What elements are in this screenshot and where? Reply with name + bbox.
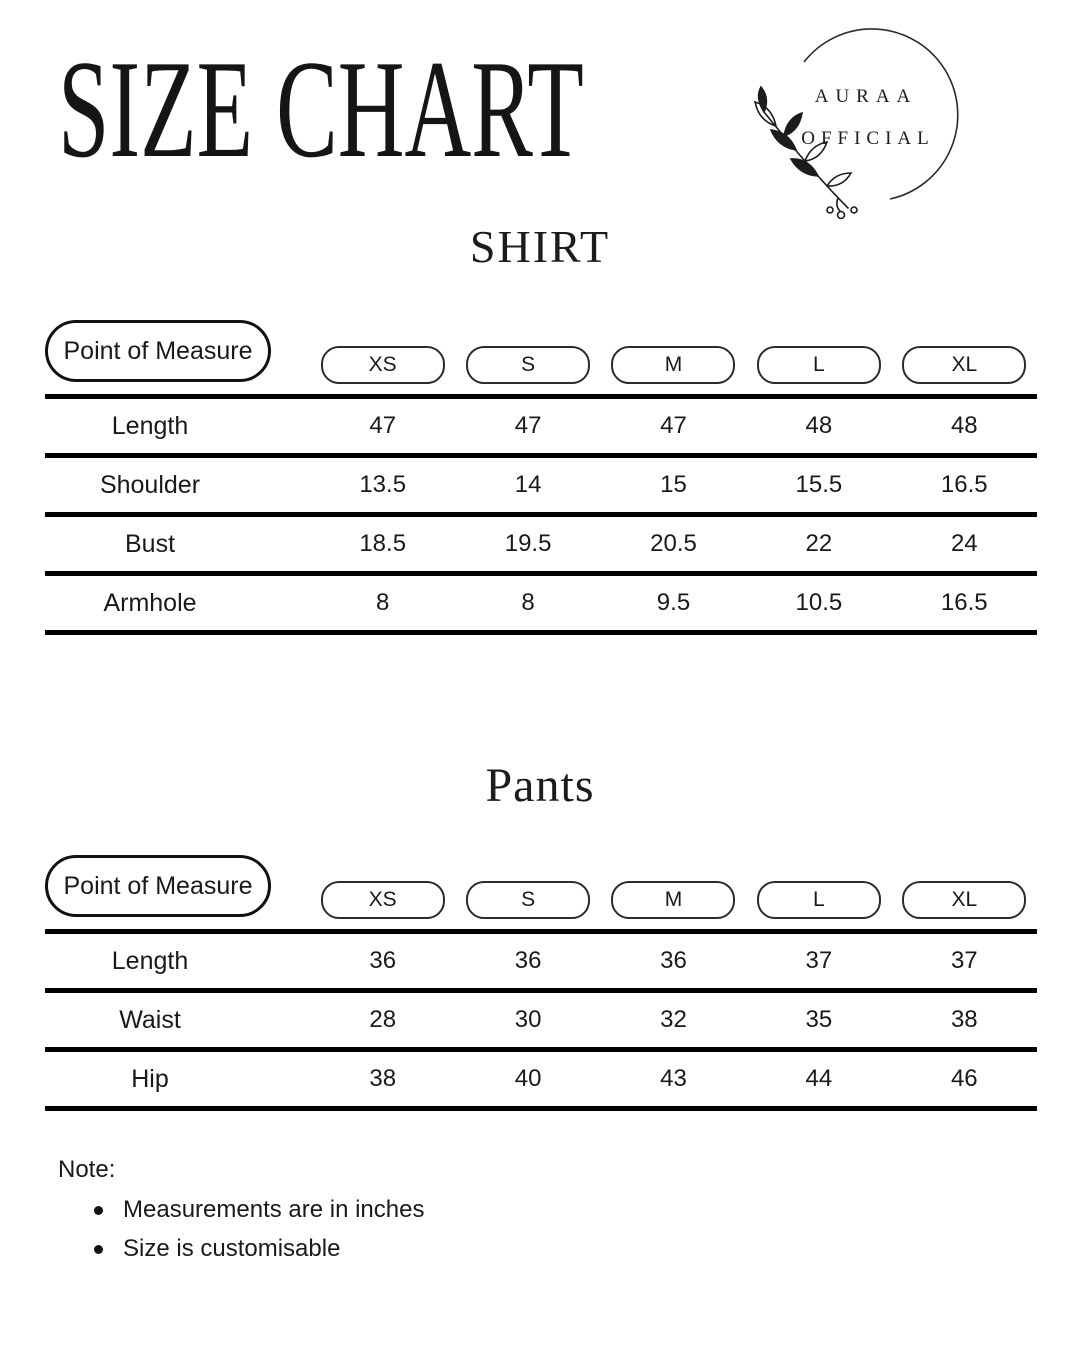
shirt-size-pill-m: M [611,346,735,384]
list-item [58,1194,424,1226]
cell-value: 18.5 [359,530,407,557]
cell-value: 28 [369,1006,397,1033]
pants-section-heading: Pants [485,759,595,812]
pants-table-header [45,846,1037,934]
cell-value: 47 [514,412,542,439]
shirt-size-pill-l: L [757,346,881,384]
table-row [45,458,1037,517]
row-label: Hip [131,1064,169,1093]
brand-logo [742,16,982,231]
pants-size-pill-xs: XS [321,881,445,919]
cell-value: 22 [805,530,833,557]
cell-value: 13.5 [359,471,407,498]
cell-value: 10.5 [795,589,843,616]
table-row [45,517,1037,576]
bullet-icon [94,1206,103,1215]
cell-value: 46 [950,1065,978,1092]
cell-value: 48 [805,412,833,439]
cell-value: 32 [660,1006,687,1033]
pants-size-table [45,846,1037,1111]
cell-value: 47 [369,412,397,439]
cell-value: 48 [950,412,978,439]
shirt-size-pill-xl: XL [902,346,1026,384]
pants-point-of-measure-pill: Point of Measure [45,855,271,917]
cell-value: 36 [514,947,542,974]
bullet-icon [94,1245,103,1254]
cell-value: 16.5 [940,589,988,616]
cell-value: 20.5 [650,530,697,557]
cell-value: 30 [514,1006,542,1033]
cell-value: 16.5 [940,471,988,498]
logo-brand-name: AURAA [814,86,918,107]
note-title: Note: [58,1156,116,1183]
logo-circle-icon [804,29,958,199]
pants-size-pill-m: M [611,881,735,919]
cell-value: 38 [950,1006,978,1033]
logo-brand-subname: OFFICIAL [801,128,935,149]
row-label: Bust [124,529,176,558]
cell-value: 19.5 [504,530,552,557]
shirt-size-pill-s: S [466,346,590,384]
table-row [45,576,1037,635]
list-item [58,1233,424,1265]
cell-value: 37 [950,947,978,974]
shirt-section-heading: SHIRT [469,221,611,272]
cell-value: 24 [950,530,978,557]
page-title: SIZE CHART [58,32,584,187]
cell-value: 38 [369,1065,397,1092]
note-item-text: Measurements are in inches [123,1196,425,1223]
cell-value: 47 [660,412,687,439]
cell-value: 15 [660,471,687,498]
table-row [45,993,1037,1052]
shirt-size-table [45,312,1037,635]
row-label: Length [111,411,189,440]
cell-value: 36 [369,947,397,974]
table-row [45,934,1037,993]
pants-size-pill-s: S [466,881,590,919]
cell-value: 8 [376,589,390,616]
note-section [58,1156,424,1273]
cell-value: 40 [514,1065,542,1092]
note-item-text: Size is customisable [123,1235,341,1263]
cell-value: 43 [660,1065,687,1092]
row-label: Armhole [103,588,197,617]
shirt-size-pill-xs: XS [321,346,445,384]
cell-value: 44 [805,1065,833,1092]
shirt-point-of-measure-pill: Point of Measure [45,320,271,382]
note-list [58,1194,424,1266]
pants-size-pill-l: L [757,881,881,919]
row-label: Waist [119,1005,181,1034]
cell-value: 9.5 [656,589,691,616]
cell-value: 36 [660,947,687,974]
row-label: Length [111,946,189,975]
cell-value: 14 [514,471,542,498]
pants-size-pill-xl: XL [902,881,1026,919]
row-label: Shoulder [99,470,201,499]
cell-value: 8 [521,589,535,616]
table-row [45,1052,1037,1111]
shirt-table-header [45,312,1037,399]
cell-value: 37 [805,947,833,974]
brand-logo-graphic [742,16,982,231]
cell-value: 35 [805,1006,833,1033]
table-row [45,399,1037,458]
cell-value: 15.5 [795,471,843,498]
